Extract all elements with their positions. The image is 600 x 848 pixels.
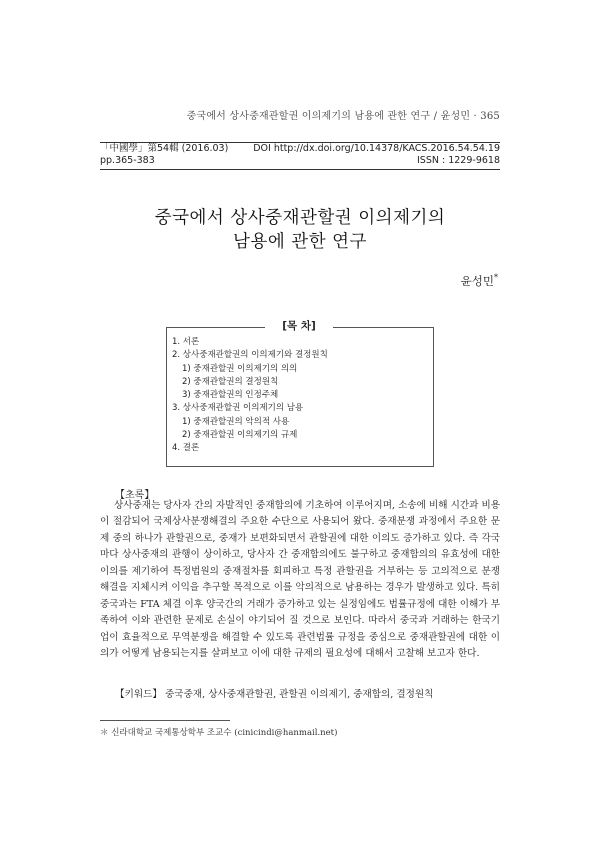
pubinfo-bottom-rule <box>100 169 500 170</box>
abstract-label: 【초록】 <box>115 490 155 501</box>
toc-heading: [목 차] <box>265 316 333 336</box>
issn: ISSN : 1229-9618 <box>417 155 500 166</box>
toc-subitem: 2) 중재관할권 이의제기의 규제 <box>182 430 298 441</box>
publication-info <box>100 142 500 170</box>
author-footnote-mark[interactable]: * <box>494 273 498 283</box>
keywords: 【키워드】 중국중재, 상사중재관할권, 관할권 이의제기, 중재합의, 결정원칙 <box>115 689 434 700</box>
journal-line: 「中國學」第54輯 (2016.03) <box>100 143 229 154</box>
page-range: pp.365-383 <box>100 155 155 166</box>
author-footnote: ＊ 신라대학교 국제통상학부 조교수 (cinicindi@hanmail.net) <box>100 728 338 738</box>
toc-item: 3. 상사중재관할권 이의제기의 남용 <box>172 403 304 414</box>
toc-item: 2. 상사중재관할권의 이의제기와 결정원칙 <box>172 350 328 361</box>
toc-subitem: 1) 중재관할권 이의제기의 의의 <box>182 363 298 374</box>
toc-list <box>172 336 328 456</box>
toc-subitem: 2) 중재관할권의 결정원칙 <box>182 376 279 387</box>
doi-link[interactable]: DOI http://dx.doi.org/10.14378/KACS.2016.54.54.19 <box>253 143 500 154</box>
running-header: 중국에서 상사중재관할권 이의제기의 남용에 관한 연구 / 윤성민 · 365 <box>186 111 500 122</box>
toc-subitem: 3) 중재관할권의 인정주체 <box>182 390 279 401</box>
toc-item: 1. 서론 <box>172 337 200 347</box>
paper-title <box>100 206 500 254</box>
title-line-1: 중국에서 상사중재관할권 이의제기의 <box>154 208 446 228</box>
toc-item: 4. 결론 <box>172 443 200 454</box>
title-line-2: 남용에 관한 연구 <box>233 232 367 252</box>
author <box>461 273 498 289</box>
toc-subitem: 1) 중재관할권의 악의적 사용 <box>182 416 290 427</box>
footnote-rule <box>100 720 230 721</box>
author-name: 윤성민 <box>460 274 494 288</box>
abstract-body: 상사중재는 당사자 간의 자발적인 중재합의에 기초하여 이루어지며, 소송에 비해 시간과 비용이 절감되어 국제상사분쟁해결의 주요한 수단으로 사용되어 왔다. 중재분쟁 과정에서 주요한 문제 중의 하나가 관할권으로, 중재가 보편화되면서 관할권에 대한 이의도 증가하고 있다. 즉 각국마다 상사중재의 관행이 상이하고, 당사자 간 중재합의에도 불구하고 중재합의의 유효성에 대한 이의를 제기하여 특정법원의 중재절차를 회피하고 특정 관할권을 거부하는 등 고의적으로 분쟁해결을 지체시켜 이익을 추구할 목적으로 이를 악의적으로 남용하는 경우가 발생하고 있다. 특히 중국과는 FTA 체결 이후 양국간의 거래가 증가하고 있는 실정임에도 법률규정에 대한 이해가 부족하여 이와 관련한 문제로 손실이 야기되어 질 것으로 보인다. 따라서 중국과 거래하는 한국기업이 효율적으로 무역분쟁을 해결할 수 있도록 관련법률 규정을 중심으로 중재관할권에 대한 이의가 어떻게 남용되는지를 살펴보고 이에 대한 규제의 필요성에 대해서 고찰해 보고자 한다. <box>100 500 500 660</box>
